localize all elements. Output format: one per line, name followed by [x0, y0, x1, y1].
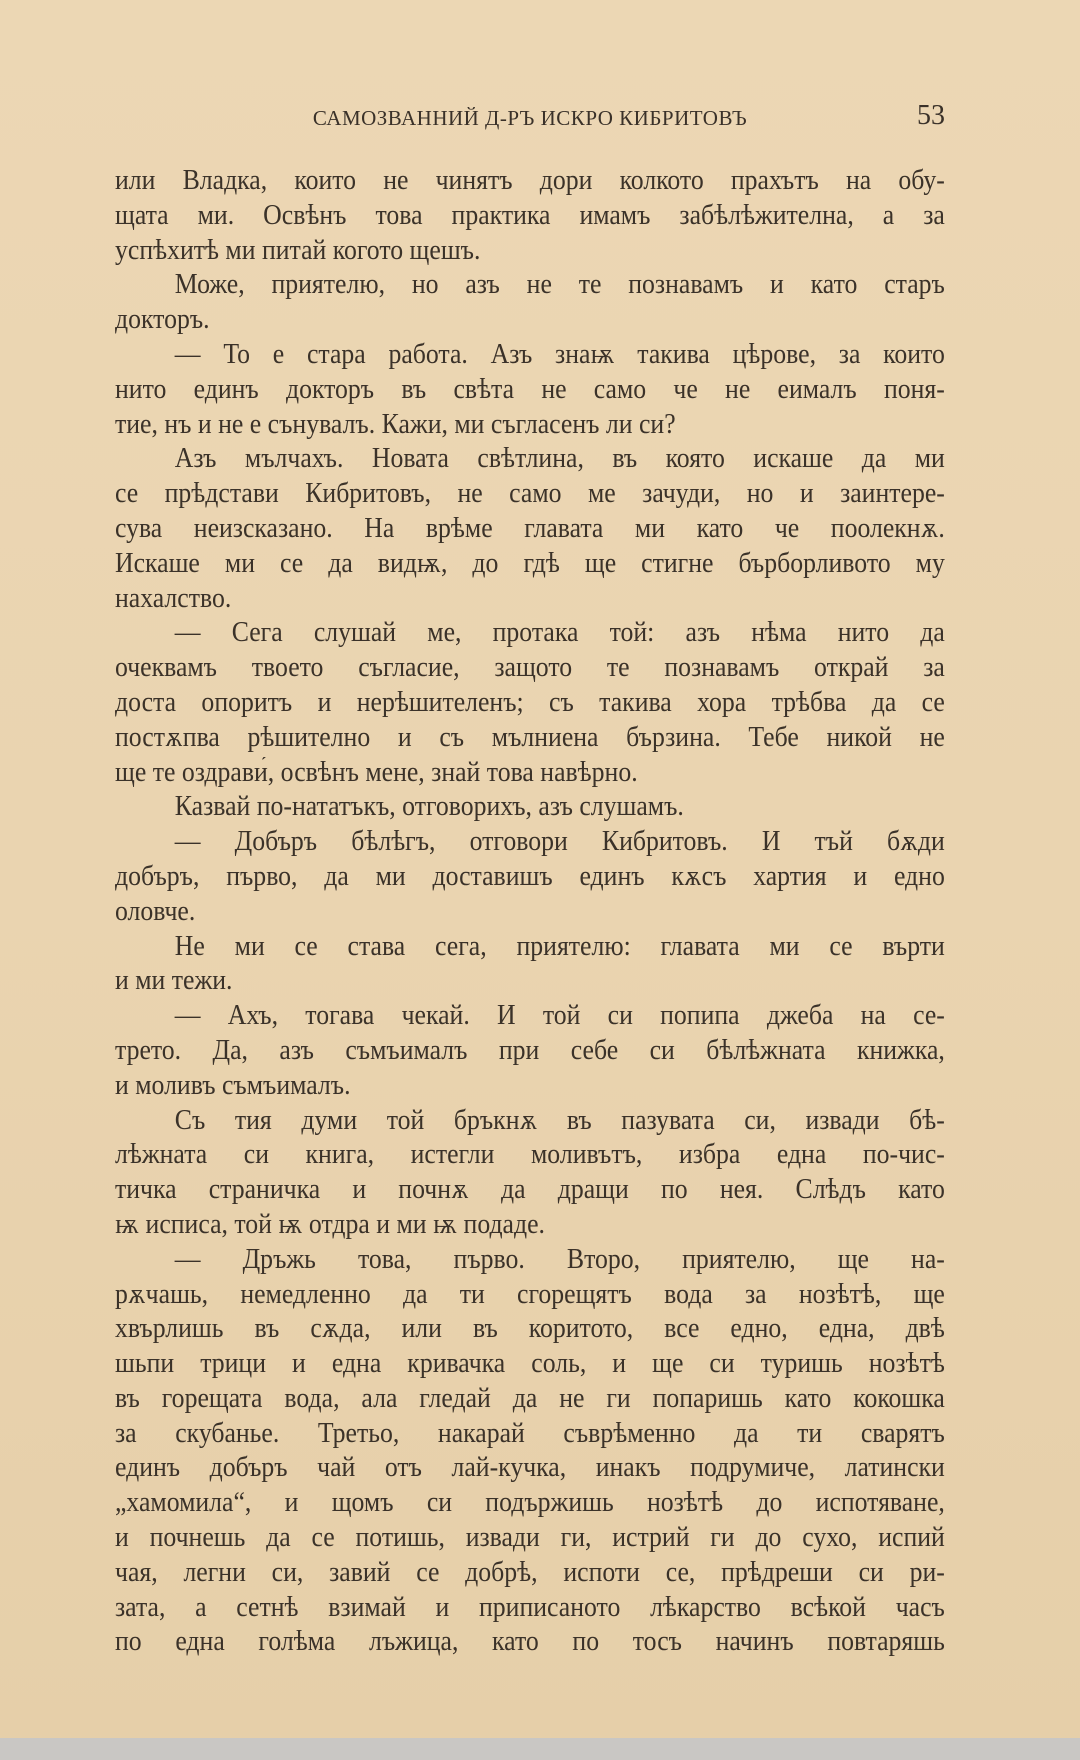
text-line-content: ѭ исписа, той ѭ отдра и ми ѭ подаде. — [115, 1208, 545, 1240]
text-line — [115, 790, 945, 825]
text-line — [115, 512, 945, 547]
text-line — [115, 1417, 945, 1452]
text-line-content: сува неизсказано. На врѣме главата ми като че поолекнѫ. — [115, 512, 945, 544]
text-line-content: тие, нъ и не е сънувалъ. Кажи, ми съгласенъ ли си? — [115, 408, 676, 440]
text-line-content: постѫпва рѣшително и съ мълниена бързина. Тебе никой не — [115, 721, 945, 753]
text-line-content: — Сега слушай ме, протака той: азъ нѣма нито да — [174, 617, 945, 649]
text-line — [115, 1278, 945, 1313]
text-line-content: Съ тия думи той бръкнѫ въ пазувата си, извади бѣ- — [174, 1104, 945, 1136]
text-line-content: оловче. — [115, 895, 196, 927]
text-line — [115, 1034, 945, 1069]
text-line — [115, 408, 945, 443]
text-line-content: лѣжната си книга, истегли моливътъ, избра една по-чис- — [115, 1139, 945, 1171]
text-line — [115, 1243, 945, 1278]
page-body-text — [115, 164, 945, 1660]
text-line-content: за скубанье. Третьо, накарай съврѣменно да ти сварятъ — [115, 1417, 945, 1449]
text-line-content: Може, приятелю, но азъ не те познавамъ и като старъ — [174, 269, 945, 301]
text-line — [115, 1173, 945, 1208]
running-header — [115, 100, 945, 136]
text-line — [115, 756, 945, 791]
text-line-content: нахалство. — [115, 582, 232, 614]
text-line — [115, 686, 945, 721]
text-line-content: докторъ. — [115, 304, 210, 336]
page-number: 53 — [917, 100, 945, 131]
text-line-content: Искаше ми се да видѭ, до гдѣ ще стигне бърборливото му — [115, 547, 945, 579]
text-line-content: трето. Да, азъ съмъималъ при себе си бѣлѣжната книжка, — [115, 1034, 945, 1066]
text-line — [115, 1451, 945, 1486]
text-line-content: чая, легни си, завий се добрѣ, испоти се, прѣдреши си ри- — [115, 1556, 945, 1588]
text-line — [115, 303, 945, 338]
text-line-content: и почнешь да се потишь, извади ги, истрий ги до сухо, испий — [115, 1522, 945, 1554]
text-line — [115, 547, 945, 582]
text-line-content: шьпи трици и една кривачка соль, и ще си туришь нозѣтѣ — [115, 1348, 945, 1380]
text-line — [115, 1312, 945, 1347]
text-line — [115, 721, 945, 756]
text-line — [115, 1521, 945, 1556]
text-line — [115, 199, 945, 234]
text-line — [115, 860, 945, 895]
text-line — [115, 1347, 945, 1382]
text-line-content: успѣхитѣ ми питай когото щешъ. — [115, 234, 481, 266]
text-line-content: зата, а сетнѣ взимай и приписаното лѣкарство всѣкой часъ — [115, 1591, 945, 1623]
text-line — [115, 1486, 945, 1521]
text-line — [115, 477, 945, 512]
text-line-content: „хамомила“, и щомъ си подържишь нозѣтѣ до испотяване, — [115, 1487, 945, 1519]
text-line-content: Азъ мълчахъ. Новата свѣтлина, въ която искаше да ми — [174, 443, 945, 475]
text-line-content: очеквамъ твоето съгласие, защото те познавамъ открай за — [115, 652, 945, 684]
text-line-content: се прѣдстави Кибритовъ, не само ме зачуди, но и заинтере- — [115, 478, 945, 510]
text-line — [115, 1556, 945, 1591]
text-line-content: ще те оздрави́, освѣнъ мене, знай това навѣрно. — [115, 756, 638, 788]
text-line-content: щата ми. Освѣнъ това практика имамъ забѣлѣжителна, а за — [115, 199, 945, 231]
text-line — [115, 999, 945, 1034]
text-line — [115, 1208, 945, 1243]
text-line — [115, 582, 945, 617]
text-line — [115, 234, 945, 269]
text-line — [115, 1104, 945, 1139]
text-line-content: въ горещата вода, ала гледай да не ги попаришь като кокошка — [115, 1382, 945, 1414]
text-line — [115, 164, 945, 199]
text-line-content: — Дръжь това, първо. Второ, приятелю, ще на- — [174, 1243, 945, 1275]
text-line-content: добъръ, първо, да ми доставишъ единъ кѫсъ хартия и едно — [115, 860, 945, 892]
text-line — [115, 268, 945, 303]
text-line-content: Не ми се става сега, приятелю: главата ми се върти — [174, 930, 945, 962]
text-line — [115, 651, 945, 686]
text-line-content: — Ахъ, тогава чекай. И той си попипа джеба на се- — [174, 1000, 945, 1032]
text-line-content: доста опоритъ и нерѣшителенъ; съ такива хора трѣбва да се — [115, 686, 945, 718]
text-line — [115, 338, 945, 373]
text-line — [115, 1382, 945, 1417]
text-line — [115, 616, 945, 651]
text-line-content: Казвай по-нататъкъ, отговорихъ, азъ слушамъ. — [174, 791, 684, 823]
text-line-content: и моливъ съмъималъ. — [115, 1069, 351, 1101]
text-line — [115, 1591, 945, 1626]
text-line-content: единъ добъръ чай отъ лай-кучка, инакъ подрумиче, латински — [115, 1452, 945, 1484]
text-line — [115, 825, 945, 860]
text-line — [115, 373, 945, 408]
text-line — [115, 930, 945, 965]
text-line — [115, 895, 945, 930]
text-line-content: рѫчашь, немедленно да ти сгорещятъ вода за нозѣтѣ, ще — [115, 1278, 945, 1310]
running-title: САМОЗВАННИЙ Д-РЪ ИСКРО КИБРИТОВЪ — [312, 106, 748, 130]
text-line-content: — То е стара работа. Азъ знаѭ такива цѣрове, за които — [174, 338, 945, 370]
text-line-content: по една голѣма лъжица, като по тосъ начинъ повтаряшь — [115, 1626, 945, 1658]
text-line-content: нито единъ докторъ въ свѣта не само че не еималъ поня- — [115, 373, 945, 405]
text-line — [115, 1069, 945, 1104]
text-line — [115, 964, 945, 999]
text-line-content: хвърлишь въ сѫда, или въ коритото, все едно, една, двѣ — [115, 1313, 945, 1345]
scan-background-edge — [0, 1738, 1080, 1760]
text-line-content: и ми тежи. — [115, 965, 233, 997]
text-line — [115, 1138, 945, 1173]
text-line-content: — Добъръ бѣлѣгъ, отговори Кибритовъ. И тъй бѫди — [174, 826, 945, 858]
text-line-content: тичка страничка и почнѫ да дращи по нея. Слѣдъ като — [115, 1174, 945, 1206]
text-line-content: или Владка, които не чинятъ дори колкото прахътъ на обу- — [115, 165, 945, 196]
text-line — [115, 442, 945, 477]
text-line — [115, 1625, 945, 1660]
